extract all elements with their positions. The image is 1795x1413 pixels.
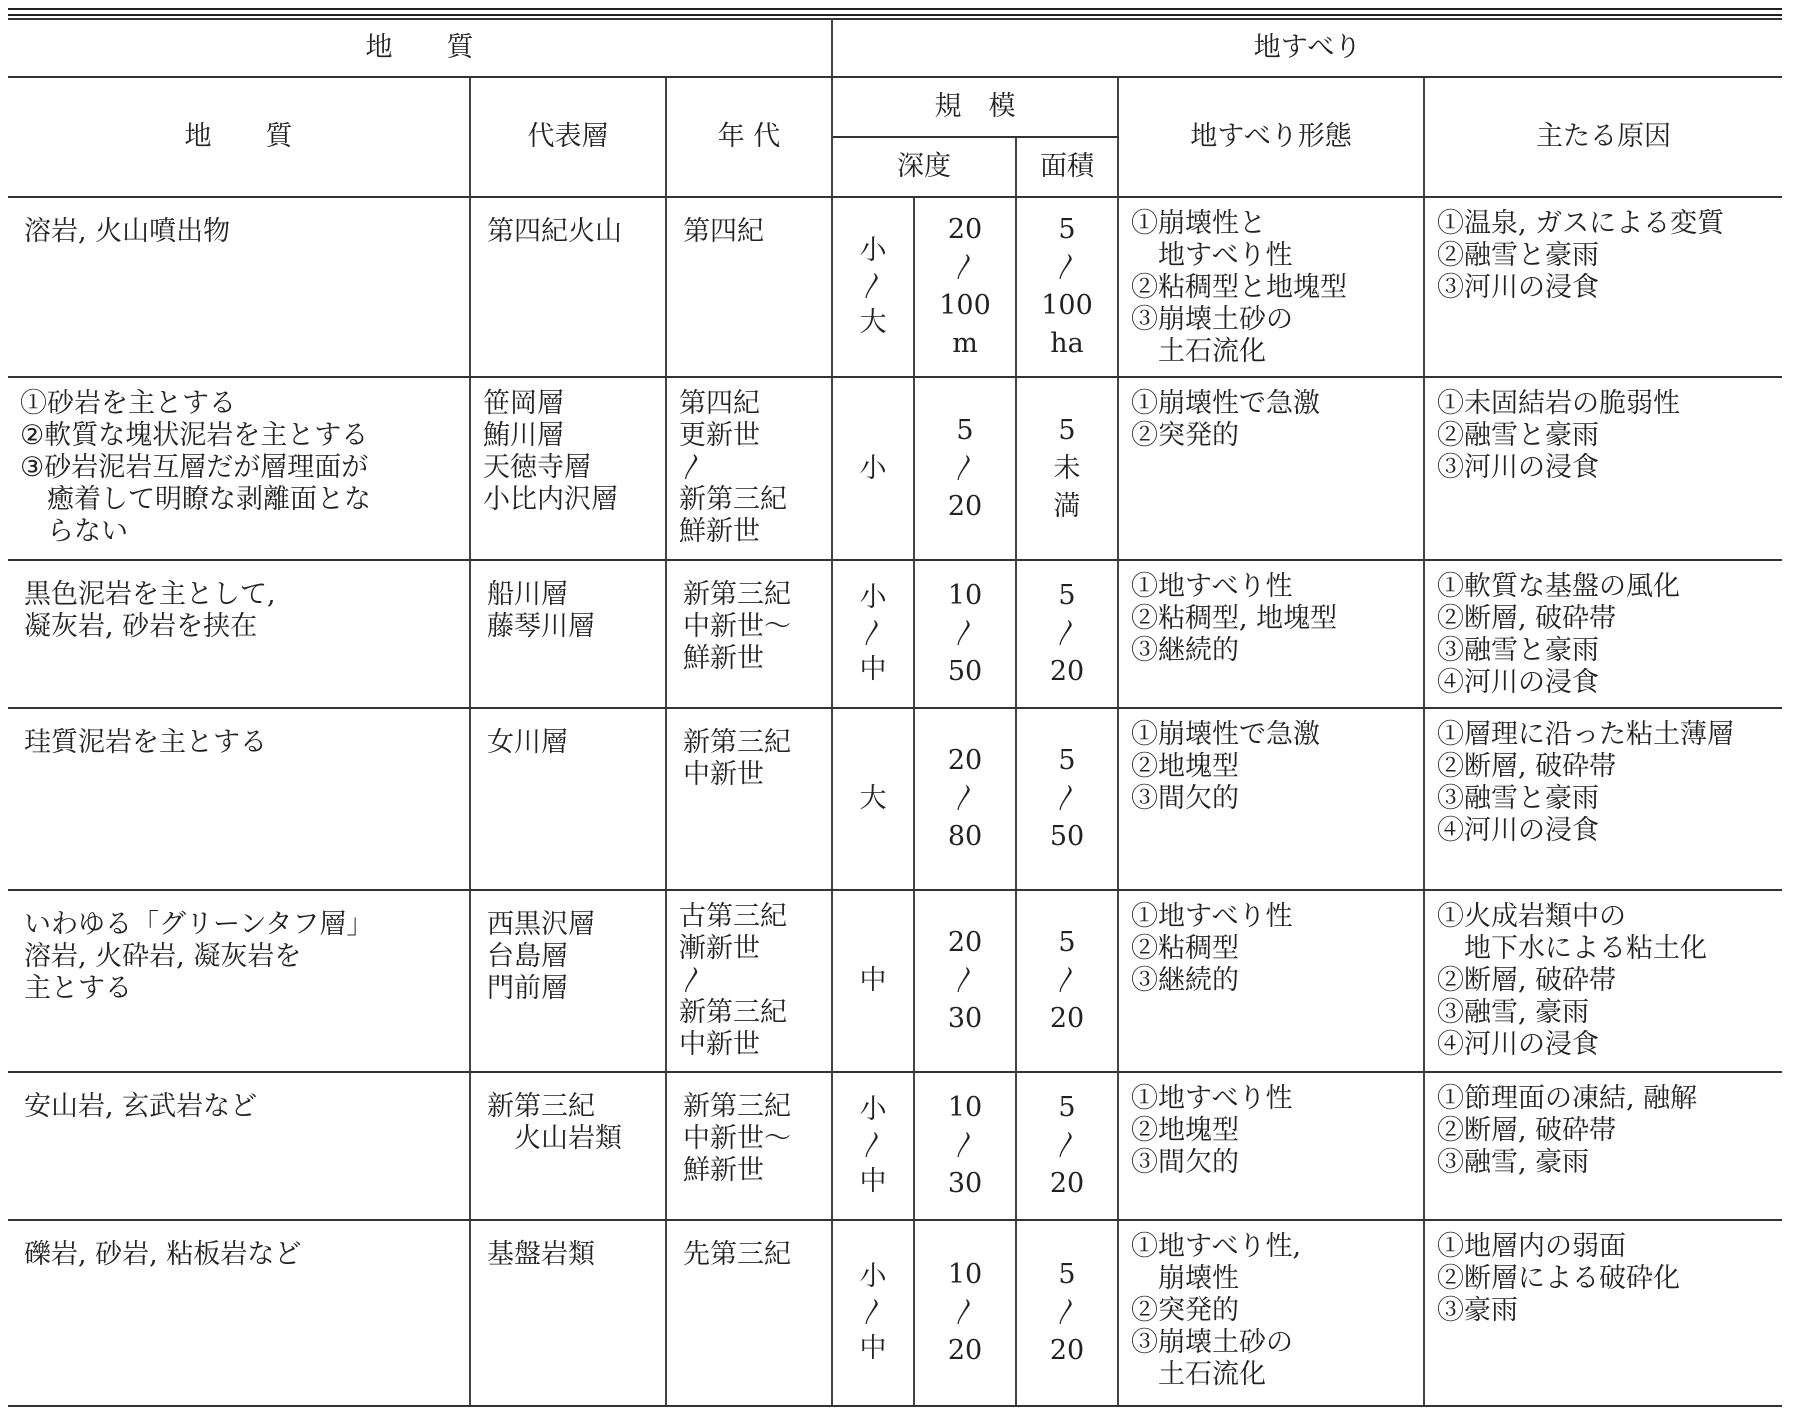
landslide-geology-table <box>8 18 1782 1407</box>
cell-cause: ①層理に沿った粘土薄層 ②断層, 破砕帯 ③融雪と豪雨 ④河川の浸食 <box>1424 708 1782 890</box>
table-row <box>8 708 1782 890</box>
cell-size: 小 〳 中 <box>832 1220 914 1406</box>
cell-depth: 20 〳 30 <box>914 890 1016 1072</box>
header-formation: 代表層 <box>470 77 666 197</box>
cell-form: ①地すべり性 ②粘稠型 ③継続的 <box>1118 890 1424 1072</box>
cell-area: 5 〳 20 <box>1016 890 1118 1072</box>
cell-form: ①地すべり性 ②粘稠型, 地塊型 ③継続的 <box>1118 560 1424 708</box>
cell-age: 先第三紀 <box>666 1220 832 1406</box>
cell-age: 新第三紀 中新世〜 鮮新世 <box>666 1072 832 1220</box>
cell-depth: 20 〳 80 <box>914 708 1016 890</box>
header-area: 面積 <box>1016 137 1118 197</box>
cell-form: ①崩壊性と 地すべり性 ②粘稠型と地塊型 ③崩壊土砂の 土石流化 <box>1118 197 1424 377</box>
cell-age: 新第三紀 中新世 <box>666 708 832 890</box>
cell-form: ①地すべり性, 崩壊性 ②突発的 ③崩壊土砂の 土石流化 <box>1118 1220 1424 1406</box>
header-row-group <box>8 19 1782 77</box>
cell-geology: 溶岩, 火山噴出物 <box>8 197 470 377</box>
cell-depth: 10 〳 20 <box>914 1220 1016 1406</box>
cell-depth: 20 〳 100 m <box>914 197 1016 377</box>
cell-cause: ①軟質な基盤の風化 ②断層, 破砕帯 ③融雪と豪雨 ④河川の浸食 <box>1424 560 1782 708</box>
top-rule <box>8 8 1782 10</box>
cell-cause: ①未固結岩の脆弱性 ②融雪と豪雨 ③河川の浸食 <box>1424 377 1782 560</box>
cell-form: ①崩壊性で急激 ②地塊型 ③間欠的 <box>1118 708 1424 890</box>
cell-cause: ①温泉, ガスによる変質 ②融雪と豪雨 ③河川の浸食 <box>1424 197 1782 377</box>
cell-form: ①地すべり性 ②地塊型 ③間欠的 <box>1118 1072 1424 1220</box>
header-scale: 規 模 <box>832 77 1118 137</box>
cell-area: 5 〳 20 <box>1016 560 1118 708</box>
header-landslide-group: 地すべり <box>832 19 1782 77</box>
table-row <box>8 1072 1782 1220</box>
cell-geology: いわゆる「グリーンタフ層」 溶岩, 火砕岩, 凝灰岩を 主とする <box>8 890 470 1072</box>
cell-formation: 新第三紀 火山岩類 <box>470 1072 666 1220</box>
cell-geology: 安山岩, 玄武岩など <box>8 1072 470 1220</box>
cell-age: 新第三紀 中新世〜 鮮新世 <box>666 560 832 708</box>
header-geology: 地 質 <box>8 77 470 197</box>
cell-geology: 礫岩, 砂岩, 粘板岩など <box>8 1220 470 1406</box>
top-rule-inner <box>8 14 1782 16</box>
cell-size: 小 〳 中 <box>832 560 914 708</box>
table-row <box>8 890 1782 1072</box>
header-form: 地すべり形態 <box>1118 77 1424 197</box>
cell-depth: 10 〳 50 <box>914 560 1016 708</box>
cell-formation: 笹岡層 鮪川層 天徳寺層 小比内沢層 <box>470 377 666 560</box>
table-row <box>8 197 1782 377</box>
header-row-columns <box>8 77 1782 137</box>
header-age: 年 代 <box>666 77 832 197</box>
cell-area: 5 未 満 <box>1016 377 1118 560</box>
header-cause: 主たる原因 <box>1424 77 1782 197</box>
cell-geology: 珪質泥岩を主とする <box>8 708 470 890</box>
cell-geology: 黒色泥岩を主として, 凝灰岩, 砂岩を挟在 <box>8 560 470 708</box>
cell-formation: 船川層 藤琴川層 <box>470 560 666 708</box>
cell-area: 5 〳 20 <box>1016 1220 1118 1406</box>
cell-formation: 女川層 <box>470 708 666 890</box>
cell-area: 5 〳 100 ha <box>1016 197 1118 377</box>
cell-cause: ①火成岩類中の 地下水による粘土化 ②断層, 破砕帯 ③融雪, 豪雨 ④河川の浸食 <box>1424 890 1782 1072</box>
cell-formation: 第四紀火山 <box>470 197 666 377</box>
cell-area: 5 〳 50 <box>1016 708 1118 890</box>
cell-size: 小 〳 大 <box>832 197 914 377</box>
header-geology-group: 地 質 <box>8 19 832 77</box>
cell-size: 小 <box>832 377 914 560</box>
cell-area: 5 〳 20 <box>1016 1072 1118 1220</box>
cell-depth: 5 〳 20 <box>914 377 1016 560</box>
cell-size: 大 <box>832 708 914 890</box>
cell-age: 第四紀 更新世 〳 新第三紀 鮮新世 <box>666 377 832 560</box>
cell-age: 第四紀 <box>666 197 832 377</box>
cell-cause: ①地層内の弱面 ②断層による破砕化 ③豪雨 <box>1424 1220 1782 1406</box>
cell-size: 小 〳 中 <box>832 1072 914 1220</box>
cell-depth: 10 〳 30 <box>914 1072 1016 1220</box>
cell-formation: 基盤岩類 <box>470 1220 666 1406</box>
cell-cause: ①節理面の凍結, 融解 ②断層, 破砕帯 ③融雪, 豪雨 <box>1424 1072 1782 1220</box>
cell-age: 古第三紀 漸新世 〳 新第三紀 中新世 <box>666 890 832 1072</box>
header-depth: 深度 <box>832 137 1016 197</box>
cell-geology: ①砂岩を主とする ②軟質な塊状泥岩を主とする ③砂岩泥岩互層だが層理面が 癒着して明瞭な剥離面とな らない <box>8 377 470 560</box>
cell-form: ①崩壊性で急激 ②突発的 <box>1118 377 1424 560</box>
cell-formation: 西黒沢層 台島層 門前層 <box>470 890 666 1072</box>
table-row <box>8 377 1782 560</box>
table-row <box>8 1220 1782 1406</box>
cell-size: 中 <box>832 890 914 1072</box>
table-row <box>8 560 1782 708</box>
